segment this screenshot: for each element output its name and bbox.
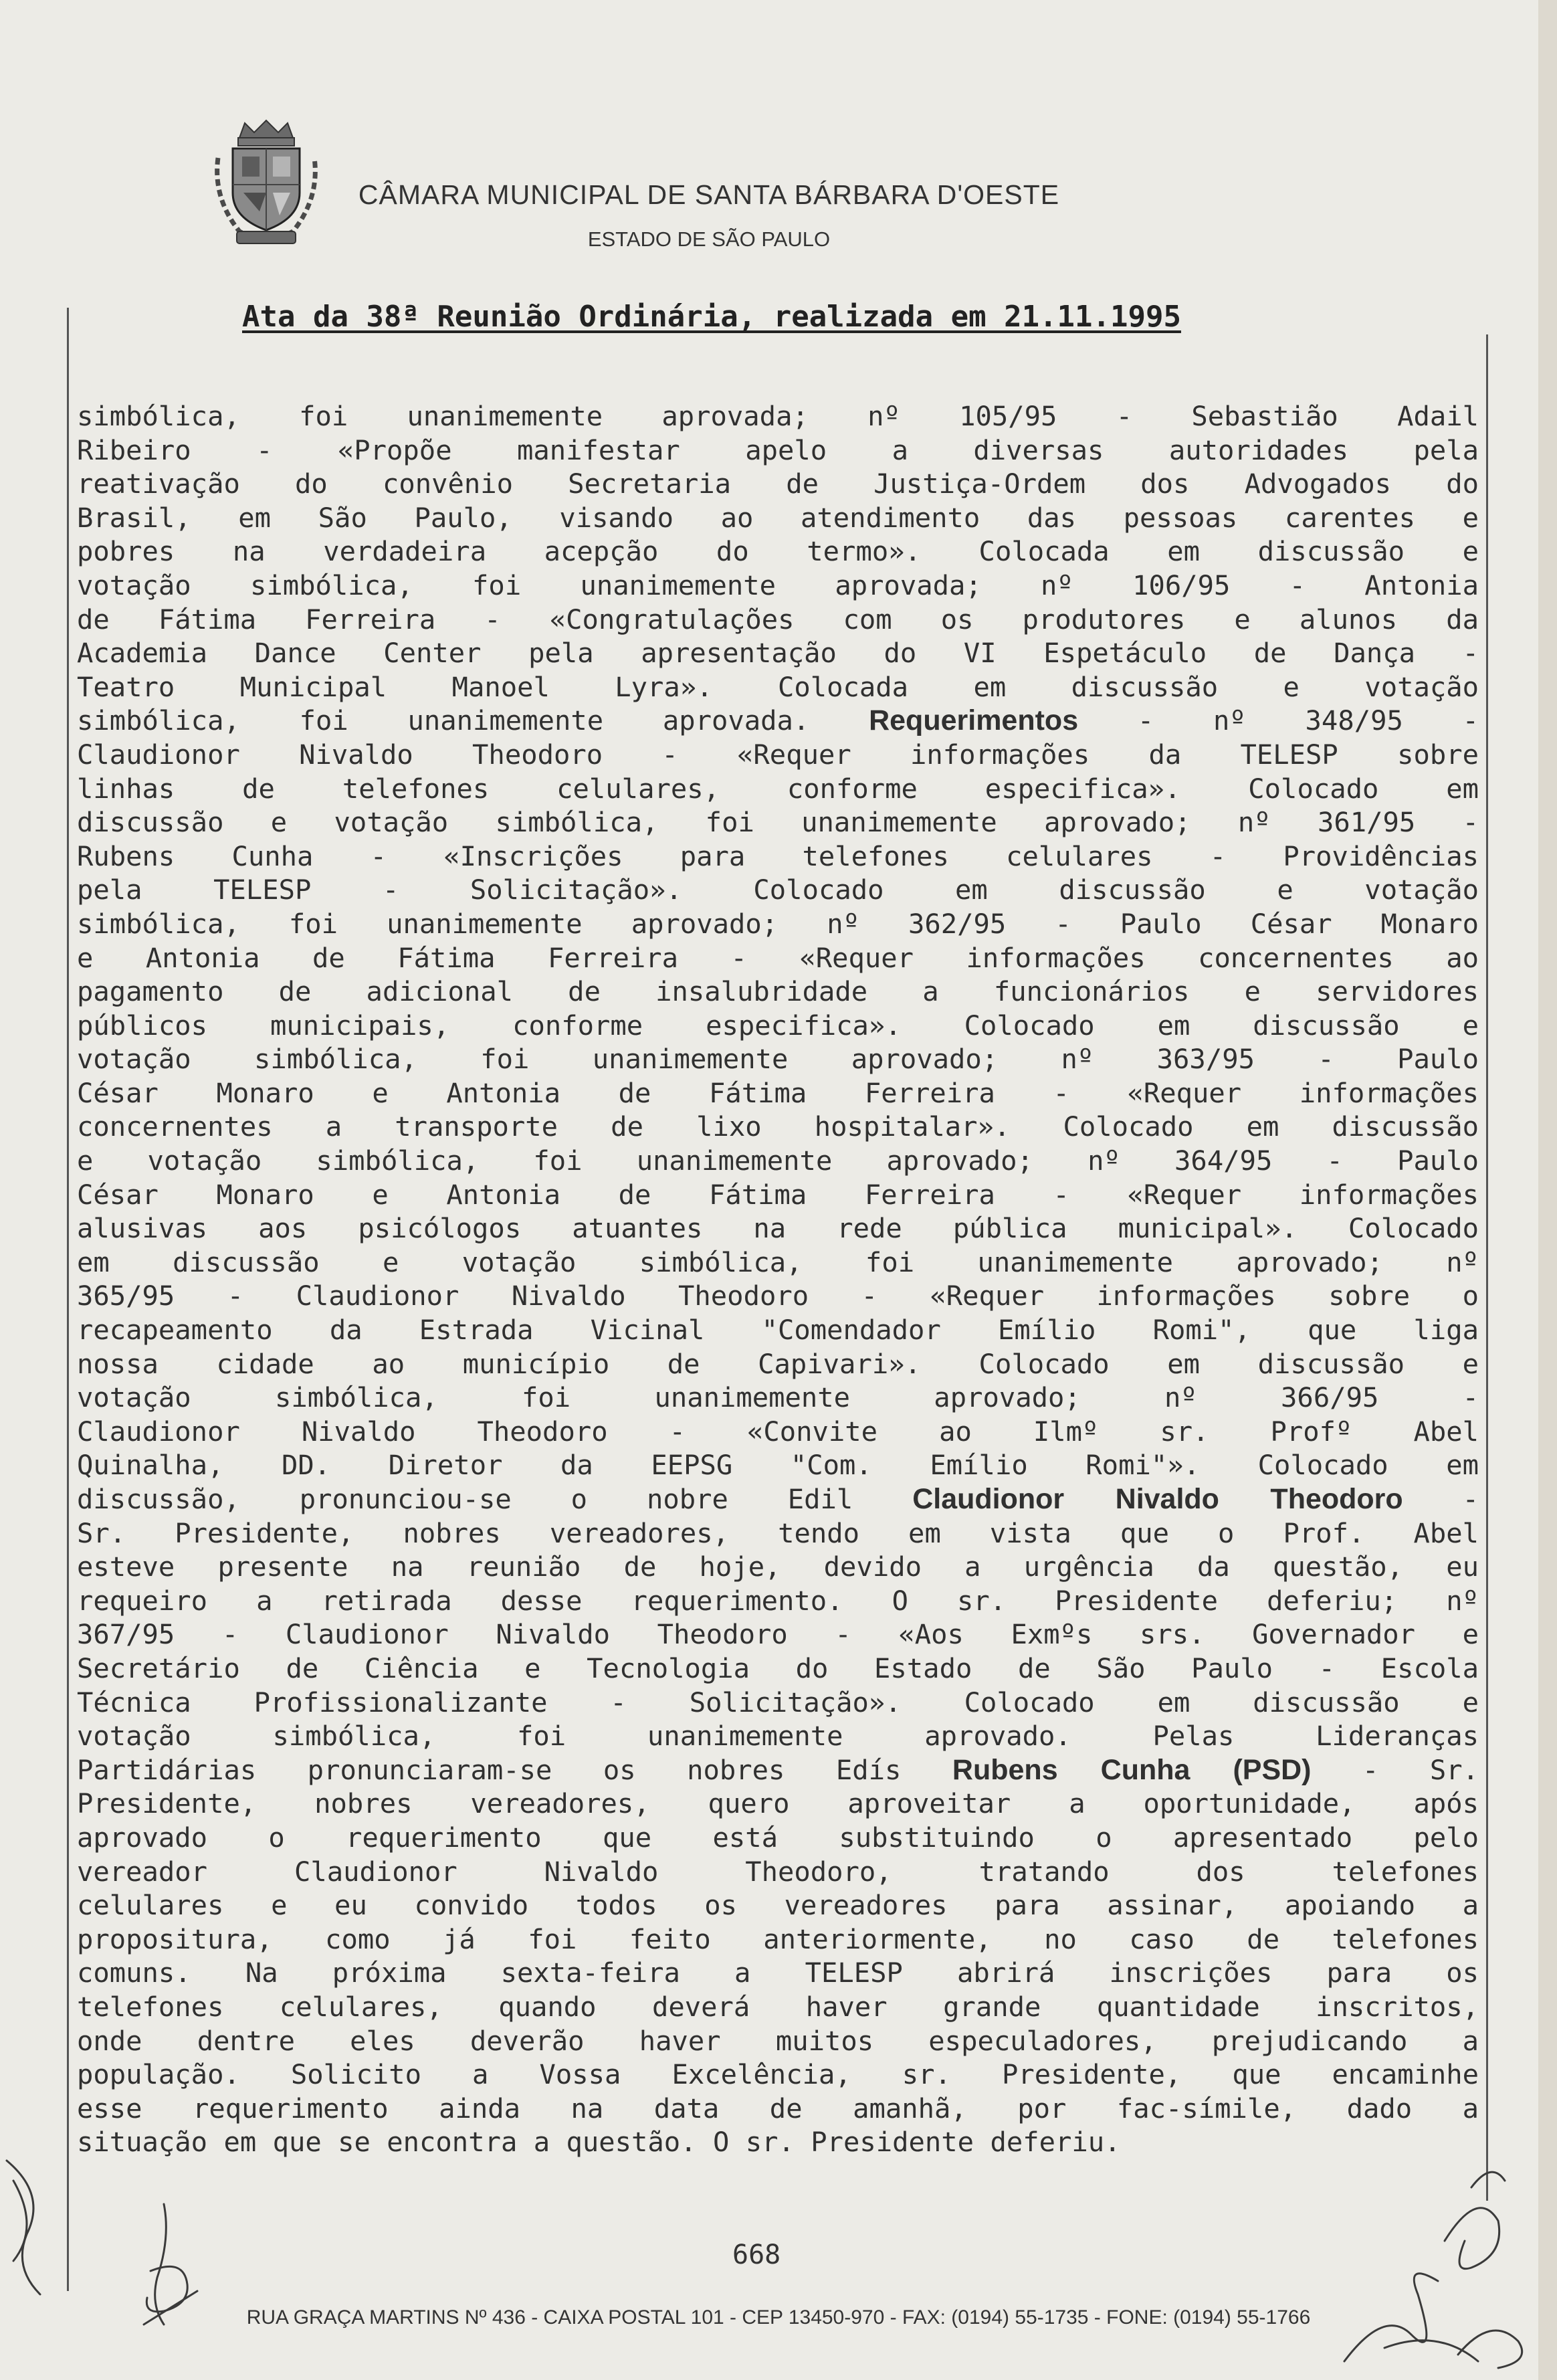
text-run: de Fátima Ferreira - «Congratulações com os produtores e alunos da	[77, 603, 1479, 635]
text-run: simbólica, foi unanimemente aprovada.	[77, 704, 869, 737]
page-edge	[1538, 0, 1557, 2380]
organization-name: CÂMARA MUNICIPAL DE SANTA BÁRBARA D'OESTE	[358, 179, 1060, 210]
text-run: - nº 348/95 -	[1078, 704, 1479, 737]
text-line	[77, 467, 1479, 501]
text-line	[77, 1448, 1479, 1482]
text-run: votação simbólica, foi unanimemente aprovada; nº 106/95 - Antonia	[77, 569, 1479, 601]
frame-left-rule	[67, 308, 69, 2291]
text-run: Ribeiro - «Propõe manifestar apelo a diversas autoridades pela	[77, 433, 1479, 466]
frame-right-rule	[1486, 334, 1488, 2201]
text-line	[77, 1753, 1479, 1787]
text-line	[77, 1787, 1479, 1821]
text-run: simbólica, foi unanimemente aprovada; nº 105/95 - Sebastião Adail	[77, 400, 1479, 432]
text-run: nossa cidade ao município de Capivari». Colocado em discussão e	[77, 1347, 1479, 1380]
text-run: telefones celulares, quando deverá haver grande quantidade inscritos,	[77, 1990, 1479, 2023]
text-line	[77, 1719, 1479, 1753]
text-run: César Monaro e Antonia de Fátima Ferreira - «Requer informações	[77, 1076, 1479, 1109]
text-run: situação em que se encontra a questão. O sr. Presidente deferiu.	[77, 2126, 1121, 2159]
text-run: propositura, como já foi feito anteriormente, no caso de telefones	[77, 1922, 1479, 1955]
text-line	[77, 1686, 1479, 1720]
address-footer: RUA GRAÇA MARTINS Nº 436 - CAIXA POSTAL 101 - CEP 13450-970 - FAX: (0194) 55-1735 - FONE: (0194) 55-1766	[246, 2306, 1311, 2328]
text-run: aprovado o requerimento que está substituindo o apresentado pelo	[77, 1821, 1479, 1854]
text-run: César Monaro e Antonia de Fátima Ferreira - «Requer informações	[77, 1178, 1479, 1211]
text-line	[77, 1482, 1479, 1516]
text-line	[77, 569, 1479, 603]
text-line	[77, 1415, 1479, 1449]
document-title: Ata da 38ª Reunião Ordinária, realizada em 21.11.1995	[242, 300, 1181, 334]
text-run: Brasil, em São Paulo, visando ao atendimento das pessoas carentes e	[77, 501, 1479, 534]
text-line	[77, 805, 1479, 839]
text-line	[77, 2058, 1479, 2092]
text-run: onde dentre eles deverão haver muitos especuladores, prejudicando a	[77, 2024, 1479, 2057]
text-line	[77, 1381, 1479, 1415]
text-run: esteve presente na reunião de hoje, devido a urgência da questão, eu	[77, 1551, 1479, 1583]
text-line	[77, 1855, 1479, 1889]
text-line	[77, 2024, 1479, 2058]
text-run: linhas de telefones celulares, conforme especifica». Colocado em	[77, 772, 1479, 805]
text-run: discussão e votação simbólica, foi unanimemente aprovado; nº 361/95 -	[77, 806, 1479, 839]
bold-name-run: Requerimentos	[869, 704, 1079, 737]
text-run: pagamento de adicional de insalubridade a funcionários e servidores	[77, 975, 1479, 1008]
text-run: Teatro Municipal Manoel Lyra». Colocada em discussão e votação	[77, 670, 1479, 703]
text-line	[77, 772, 1479, 806]
text-line	[77, 1990, 1479, 2024]
text-line	[77, 2125, 1479, 2159]
margin-signature-left	[0, 2154, 54, 2301]
signature-right	[1304, 2161, 1552, 2375]
text-run: Claudionor Nivaldo Theodoro - «Requer informações da TELESP sobre	[77, 738, 1479, 771]
text-line	[77, 1009, 1479, 1043]
text-run: Técnica Profissionalizante - Solicitação». Colocado em discussão e	[77, 1686, 1479, 1718]
text-run: requeiro a retirada desse requerimento. O sr. Presidente deferiu; nº	[77, 1584, 1479, 1617]
text-line	[77, 2092, 1479, 2126]
text-run: Academia Dance Center pela apresentação do VI Espetáculo de Dança -	[77, 637, 1479, 670]
text-line	[77, 1550, 1479, 1584]
text-run: alusivas aos psicólogos atuantes na rede pública municipal». Colocado	[77, 1212, 1479, 1245]
text-run: e votação simbólica, foi unanimemente aprovado; nº 364/95 - Paulo	[77, 1145, 1479, 1177]
text-line	[77, 1076, 1479, 1110]
text-line	[77, 501, 1479, 535]
text-run: Claudionor Nivaldo Theodoro - «Convite ao Ilmº sr. Profº Abel	[77, 1415, 1479, 1448]
text-run: Quinalha, DD. Diretor da EEPSG "Com. Emílio Romi"». Colocado em	[77, 1449, 1479, 1482]
text-run: públicos municipais, conforme especifica». Colocado em discussão e	[77, 1009, 1479, 1042]
initials-signature-left	[124, 2197, 211, 2331]
text-run: discussão, pronunciou-se o nobre Edil	[77, 1483, 913, 1515]
text-run: votação simbólica, foi unanimemente aprovado; nº 366/95 -	[77, 1381, 1479, 1414]
text-line	[77, 1042, 1479, 1076]
text-run: celulares e eu convido todos os vereadores para assinar, apoiando a	[77, 1889, 1479, 1922]
text-line	[77, 1652, 1479, 1686]
text-line	[77, 603, 1479, 637]
text-run: recapeamento da Estrada Vicinal "Comendador Emílio Romi", que liga	[77, 1314, 1479, 1347]
text-line	[77, 1888, 1479, 1922]
text-run: Partidárias pronunciaram-se os nobres Edís	[77, 1753, 952, 1786]
text-line	[77, 839, 1479, 874]
text-line	[77, 1956, 1479, 1990]
text-run: 365/95 - Claudionor Nivaldo Theodoro - «Requer informações sobre o	[77, 1280, 1479, 1312]
text-line	[77, 1922, 1479, 1957]
text-run: comuns. Na próxima sexta-feira a TELESP abrirá inscrições para os	[77, 1957, 1479, 1989]
text-line	[77, 975, 1479, 1009]
text-run: pobres na verdadeira acepção do termo». Colocada em discussão e	[77, 535, 1479, 568]
text-line	[77, 1144, 1479, 1178]
bold-name-run: Rubens Cunha (PSD)	[952, 1753, 1312, 1786]
text-line	[77, 1178, 1479, 1212]
text-line	[77, 907, 1479, 941]
text-run: vereador Claudionor Nivaldo Theodoro, tratando dos telefones	[77, 1855, 1479, 1888]
text-run: concernentes a transporte de lixo hospitalar». Colocado em discussão	[77, 1110, 1479, 1143]
text-run: população. Solicito a Vossa Excelência, sr. Presidente, que encaminhe	[77, 2058, 1479, 2091]
text-line	[77, 1516, 1479, 1551]
bold-name-run: Claudionor Nivaldo Theodoro	[912, 1483, 1403, 1515]
text-run: esse requerimento ainda na data de amanhã, por fac-símile, dado a	[77, 2092, 1479, 2124]
text-run: - Sr.	[1311, 1753, 1479, 1786]
text-run: Rubens Cunha - «Inscrições para telefones celulares - Providências	[77, 839, 1479, 872]
text-run: Secretário de Ciência e Tecnologia do Estado de São Paulo - Escola	[77, 1652, 1479, 1684]
text-run: votação simbólica, foi unanimemente aprovado. Pelas Lideranças	[77, 1720, 1479, 1753]
text-line	[77, 1313, 1479, 1347]
text-line	[77, 534, 1479, 569]
text-line	[77, 1821, 1479, 1855]
text-run: Presidente, nobres vereadores, quero aproveitar a oportunidade, após	[77, 1787, 1479, 1820]
text-run: reativação do convênio Secretaria de Justiça-Ordem dos Advogados do	[77, 468, 1479, 500]
text-line	[77, 738, 1479, 772]
text-run: -	[1403, 1483, 1479, 1515]
text-run: e Antonia de Fátima Ferreira - «Requer informações concernentes ao	[77, 941, 1479, 974]
text-line	[77, 1279, 1479, 1313]
organization-state: ESTADO DE SÃO PAULO	[587, 227, 831, 251]
minutes-body-text	[77, 399, 1479, 2159]
text-line	[77, 1110, 1479, 1144]
text-line	[77, 1246, 1479, 1280]
page-number: 668	[732, 2240, 781, 2270]
text-line	[77, 1617, 1479, 1652]
text-run: pela TELESP - Solicitação». Colocado em discussão e votação	[77, 874, 1479, 906]
text-line	[77, 636, 1479, 670]
text-line	[77, 704, 1479, 738]
text-line	[77, 433, 1479, 468]
text-line	[77, 1584, 1479, 1618]
text-line	[77, 1347, 1479, 1381]
text-line	[77, 1211, 1479, 1246]
text-line	[77, 941, 1479, 975]
text-run: em discussão e votação simbólica, foi unanimemente aprovado; nº	[77, 1246, 1479, 1278]
text-run: votação simbólica, foi unanimemente aprovado; nº 363/95 - Paulo	[77, 1043, 1479, 1076]
text-line	[77, 670, 1479, 704]
text-run: Sr. Presidente, nobres vereadores, tendo em vista que o Prof. Abel	[77, 1516, 1479, 1549]
text-run: 367/95 - Claudionor Nivaldo Theodoro - «Aos Exmºs srs. Governador e	[77, 1618, 1479, 1651]
text-line	[77, 399, 1479, 433]
text-run: simbólica, foi unanimemente aprovado; nº 362/95 - Paulo César Monaro	[77, 907, 1479, 940]
text-line	[77, 873, 1479, 907]
